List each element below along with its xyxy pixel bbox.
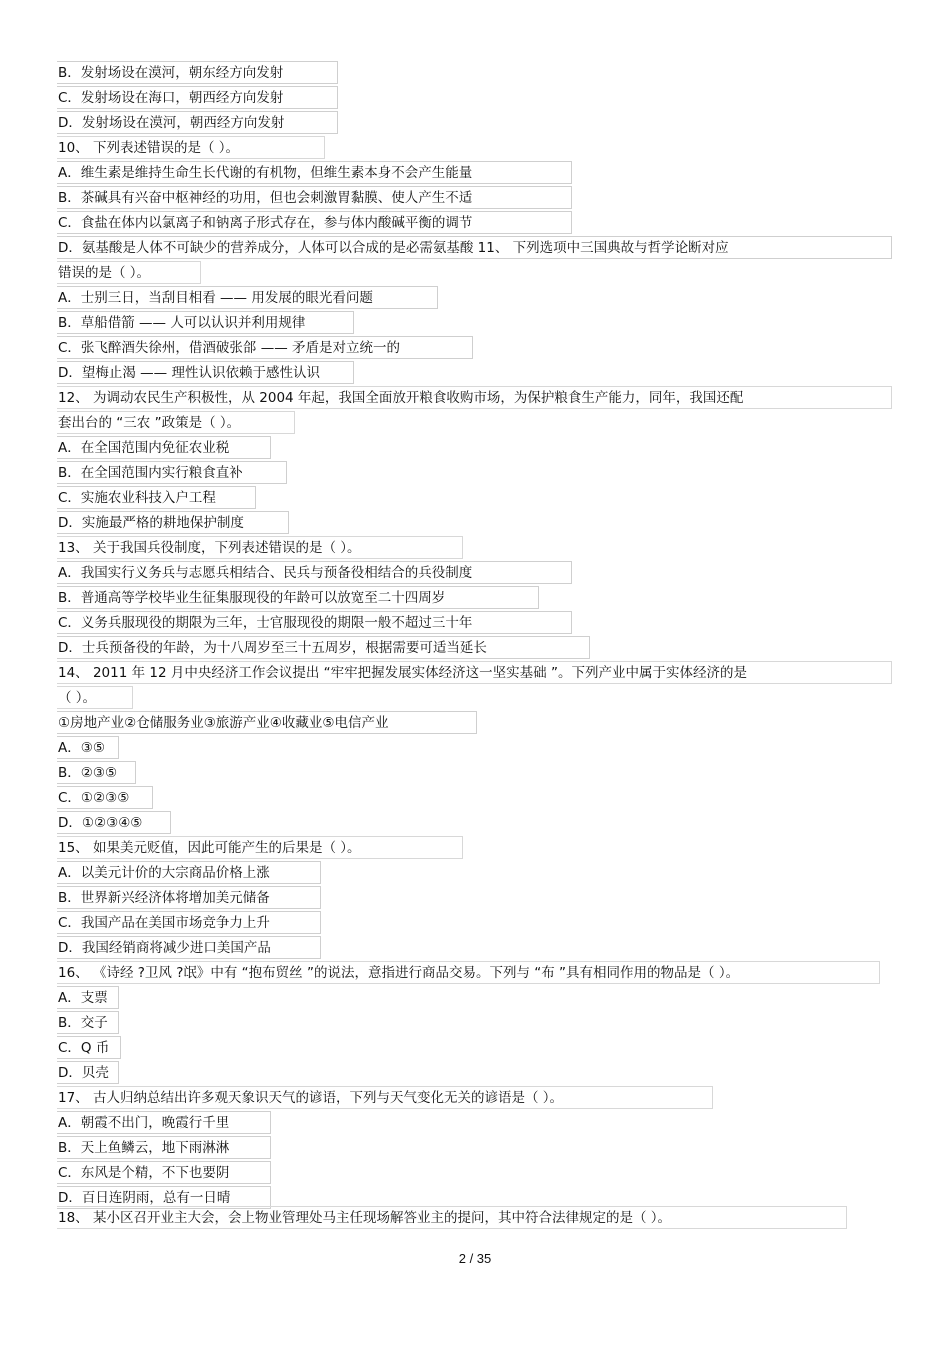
option-line: C．①②③⑤	[57, 786, 153, 809]
question-line: 错误的是（ ）。	[57, 261, 201, 284]
option-line: B．草船借箭 —— 人可以认识并利用规律	[57, 311, 354, 334]
option-line: A．在全国范围内免征农业税	[57, 436, 271, 459]
option-line: B．发射场设在漠河，朝东经方向发射	[57, 61, 338, 84]
question-line: 17、 古人归纳总结出许多观天象识天气的谚语，下列与天气变化无关的谚语是（ ）。	[57, 1086, 713, 1109]
option-line: B．天上鱼鳞云，地下雨淋淋	[57, 1136, 271, 1159]
question-line: 12、 为调动农民生产积极性，从 2004 年起，我国全面放开粮食收购市场，为保护粮食生产能力，同年，我国还配	[57, 386, 892, 409]
option-line: D．望梅止渴 —— 理性认识依赖于感性认识	[57, 361, 354, 384]
option-line: C．实施农业科技入户工程	[57, 486, 256, 509]
question-line: 16、 《诗经 ?卫风 ?氓》中有 “抱布贸丝 ”的说法，意指进行商品交易。下列与 “布 ”具有相同作用的物品是（ ）。	[57, 961, 880, 984]
option-line: D．①②③④⑤	[57, 811, 171, 834]
option-line: A．士别三日，当刮目相看 —— 用发展的眼光看问题	[57, 286, 438, 309]
question-line: （ ）。	[57, 686, 133, 709]
option-line: A．以美元计价的大宗商品价格上涨	[57, 861, 321, 884]
question-line: 13、 关于我国兵役制度，下列表述错误的是（ ）。	[57, 536, 463, 559]
statement-line: ①房地产业②仓储服务业③旅游产业④收藏业⑤电信产业	[57, 711, 477, 734]
option-line: C．东风是个精，不下也要阴	[57, 1161, 271, 1184]
option-line: A．维生素是维持生命生长代谢的有机物，但维生素本身不会产生能量	[57, 161, 572, 184]
option-line: C．张飞醉酒失徐州，借酒破张郃 —— 矛盾是对立统一的	[57, 336, 473, 359]
option-line: B．交子	[57, 1011, 119, 1034]
option-line: A．朝霞不出门，晚霞行千里	[57, 1111, 271, 1134]
option-line: C．我国产品在美国市场竞争力上升	[57, 911, 321, 934]
option-line: C．义务兵服现役的期限为三年，士官服现役的期限一般不超过三十年	[57, 611, 572, 634]
option-line: B．普通高等学校毕业生征集服现役的年龄可以放宽至二十四周岁	[57, 586, 539, 609]
option-line: D．我国经销商将减少进口美国产品	[57, 936, 321, 959]
question-line: 10、 下列表述错误的是（ ）。	[57, 136, 325, 159]
option-line: C．发射场设在海口，朝西经方向发射	[57, 86, 338, 109]
page-number: 2 / 35	[458, 1251, 492, 1266]
option-line: D．实施最严格的耕地保护制度	[57, 511, 289, 534]
option-line: D．发射场设在漠河，朝西经方向发射	[57, 111, 338, 134]
option-line: C．Q 币	[57, 1036, 121, 1059]
option-line: A．我国实行义务兵与志愿兵相结合、民兵与预备役相结合的兵役制度	[57, 561, 572, 584]
question-line: 套出台的 “三农 ”政策是（ ）。	[57, 411, 295, 434]
question-line: 15、 如果美元贬值，因此可能产生的后果是（ ）。	[57, 836, 463, 859]
question-line: 18、 某小区召开业主大会，会上物业管理处马主任现场解答业主的提问，其中符合法律规定的是（ ）。	[57, 1206, 847, 1229]
option-line: A．支票	[57, 986, 119, 1009]
option-line: B．在全国范围内实行粮食直补	[57, 461, 287, 484]
option-line: D．贝壳	[57, 1061, 119, 1084]
option-line: D．百日连阴雨，总有一日晴	[57, 1186, 271, 1209]
option-line: B．②③⑤	[57, 761, 136, 784]
option-line: C．食盐在体内以氯离子和钠离子形式存在，参与体内酸碱平衡的调节	[57, 211, 572, 234]
option-line: B．世界新兴经济体将增加美元储备	[57, 886, 321, 909]
option-line: D．士兵预备役的年龄，为十八周岁至三十五周岁，根据需要可适当延长	[57, 636, 590, 659]
question-line: 14、 2011 年 12 月中央经济工作会议提出 “牢牢把握发展实体经济这一坚实基础 ”。下列产业中属于实体经济的是	[57, 661, 892, 684]
option-line: D．氨基酸是人体不可缺少的营养成分，人体可以合成的是必需氨基酸 11、 下列选项中三国典故与哲学论断对应	[57, 236, 892, 259]
option-line: A．③⑤	[57, 736, 119, 759]
option-line: B．茶碱具有兴奋中枢神经的功用，但也会刺激胃黏膜、使人产生不适	[57, 186, 572, 209]
